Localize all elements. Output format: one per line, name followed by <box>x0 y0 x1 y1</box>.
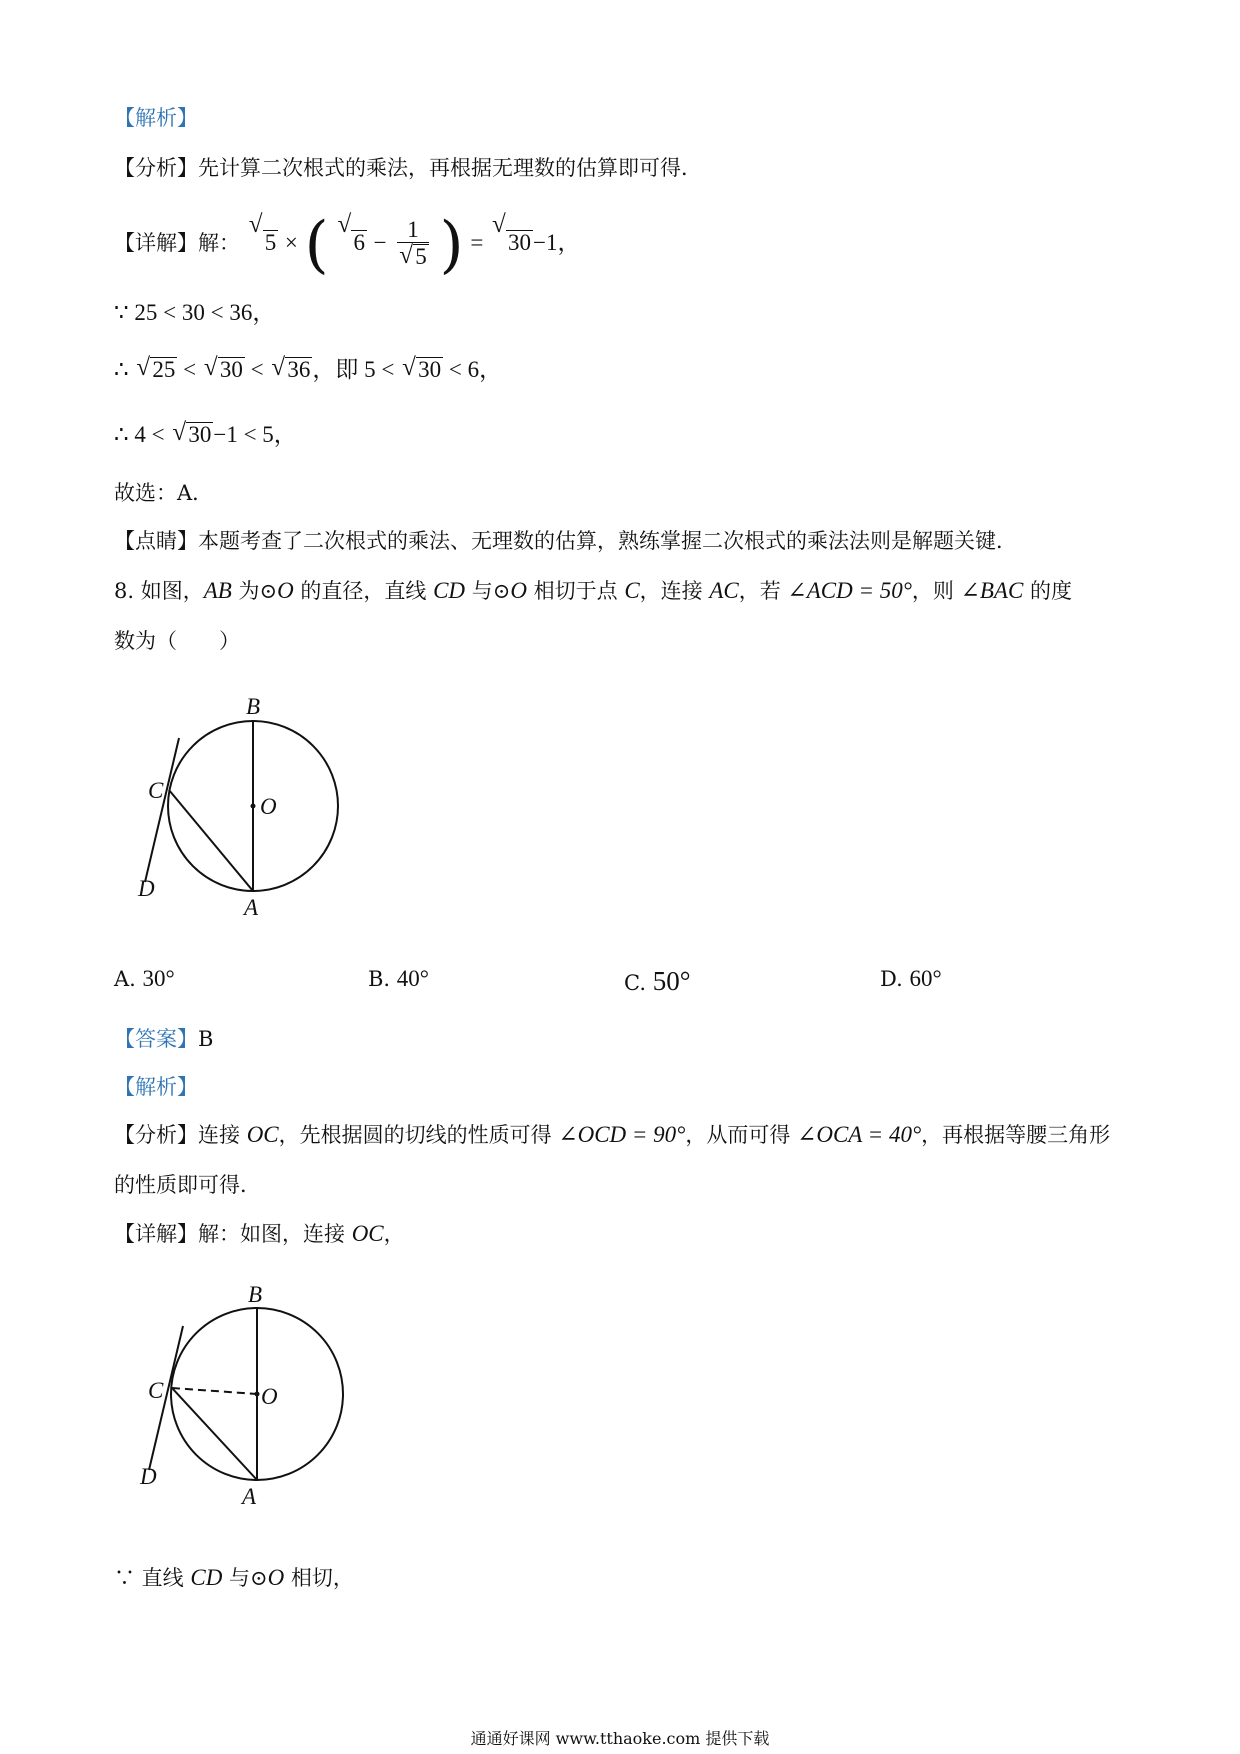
label-a: A <box>244 895 259 920</box>
minus-sign: − <box>373 230 387 255</box>
label-o: O <box>260 794 277 819</box>
choice-line: 故选：A． <box>114 481 214 505</box>
label-c: C <box>148 778 164 803</box>
dianjing-text: 本题考查了二次根式的乘法、无理数的估算，熟练掌握二次根式的乘法法则是解题关键． <box>198 529 1017 553</box>
label-c-2: C <box>148 1378 164 1403</box>
analysis-2-line-1: 【分析】连接 OC，先根据圆的切线的性质可得 ∠OCD = 90°，从而可得 ∠OCA = 40°，再根据等腰三角形 <box>114 1122 1111 1147</box>
last-line: ∵ 直线 CD 与⊙O 相切， <box>114 1565 354 1590</box>
dianjing-paragraph <box>114 526 1017 556</box>
fraction-1-over-sqrt5: 1 √ 5 <box>399 217 427 269</box>
footer-watermark: 通通好课网 www.tthaoke.com 提供下载 <box>470 1729 770 1748</box>
circle-figure-2 <box>120 1280 360 1520</box>
right-paren: ) <box>439 207 464 281</box>
tangent-cd <box>145 738 179 882</box>
analysis-label: 【分析】 <box>114 156 198 180</box>
equals-sign: = <box>470 230 484 255</box>
option-a[interactable]: A. 30° <box>114 966 175 991</box>
circle-figure-1 <box>120 690 360 930</box>
times-sign: × <box>284 230 298 255</box>
jiexi-heading-2: 【解析】 <box>114 1075 198 1099</box>
option-c[interactable]: C. 50° <box>624 966 691 996</box>
therefore-line-2: ∴ 4 < √ 30−1 < 5， <box>114 419 297 447</box>
label-b-2: B <box>248 1282 263 1307</box>
label-d: D <box>138 876 155 901</box>
minus-one: −1， <box>533 230 581 255</box>
label-o-2: O <box>261 1384 278 1409</box>
solution-prefix: 解： <box>198 231 240 255</box>
label-b: B <box>246 694 261 719</box>
sqrt-30: √ 30 <box>492 211 532 255</box>
answer-line <box>114 1024 213 1054</box>
because-line: ∵ 25 < 30 < 36， <box>114 300 276 325</box>
answer-value: B <box>198 1027 214 1051</box>
label-d-2: D <box>140 1464 157 1489</box>
label-a-2: A <box>242 1484 257 1509</box>
analysis-2-line-2: 的性质即可得． <box>114 1173 261 1197</box>
sqrt-6: √ 6 <box>337 211 365 255</box>
solution-expression <box>114 207 581 281</box>
therefore-line-1: ∴ √ 25 < √ 30 < √ 36，即 5 < √ 30 < 6， <box>114 354 503 382</box>
analysis-text: 先计算二次根式的乘法，再根据无理数的估算即可得． <box>198 156 702 180</box>
answer-label: 【答案】 <box>114 1027 198 1051</box>
option-b[interactable]: B. 40° <box>368 966 429 991</box>
center-dot <box>251 804 256 809</box>
center-dot-2 <box>255 1392 260 1397</box>
left-paren: ( <box>304 207 329 281</box>
chord-ac-2 <box>172 1388 257 1480</box>
analysis-paragraph <box>114 153 702 183</box>
question-8-line-1: 8. 如图，AB 为⊙O 的直径，直线 CD 与⊙O 相切于点 C，连接 AC，若 ∠ACD = 50°，则 ∠BAC 的度 <box>114 578 1073 603</box>
jiexi-heading: 【解析】 <box>114 106 198 130</box>
dianjing-label: 【点睛】 <box>114 529 198 553</box>
chord-ac <box>169 790 253 891</box>
option-d[interactable]: D. 60° <box>880 966 942 991</box>
solution-label: 【详解】 <box>114 231 198 255</box>
sqrt-5: √ 5 <box>248 211 277 255</box>
solution-2-line: 【详解】解：如图，连接 OC， <box>114 1221 405 1246</box>
radius-oc-dashed <box>172 1388 257 1394</box>
question-8-line-2: 数为（ ） <box>114 629 240 653</box>
